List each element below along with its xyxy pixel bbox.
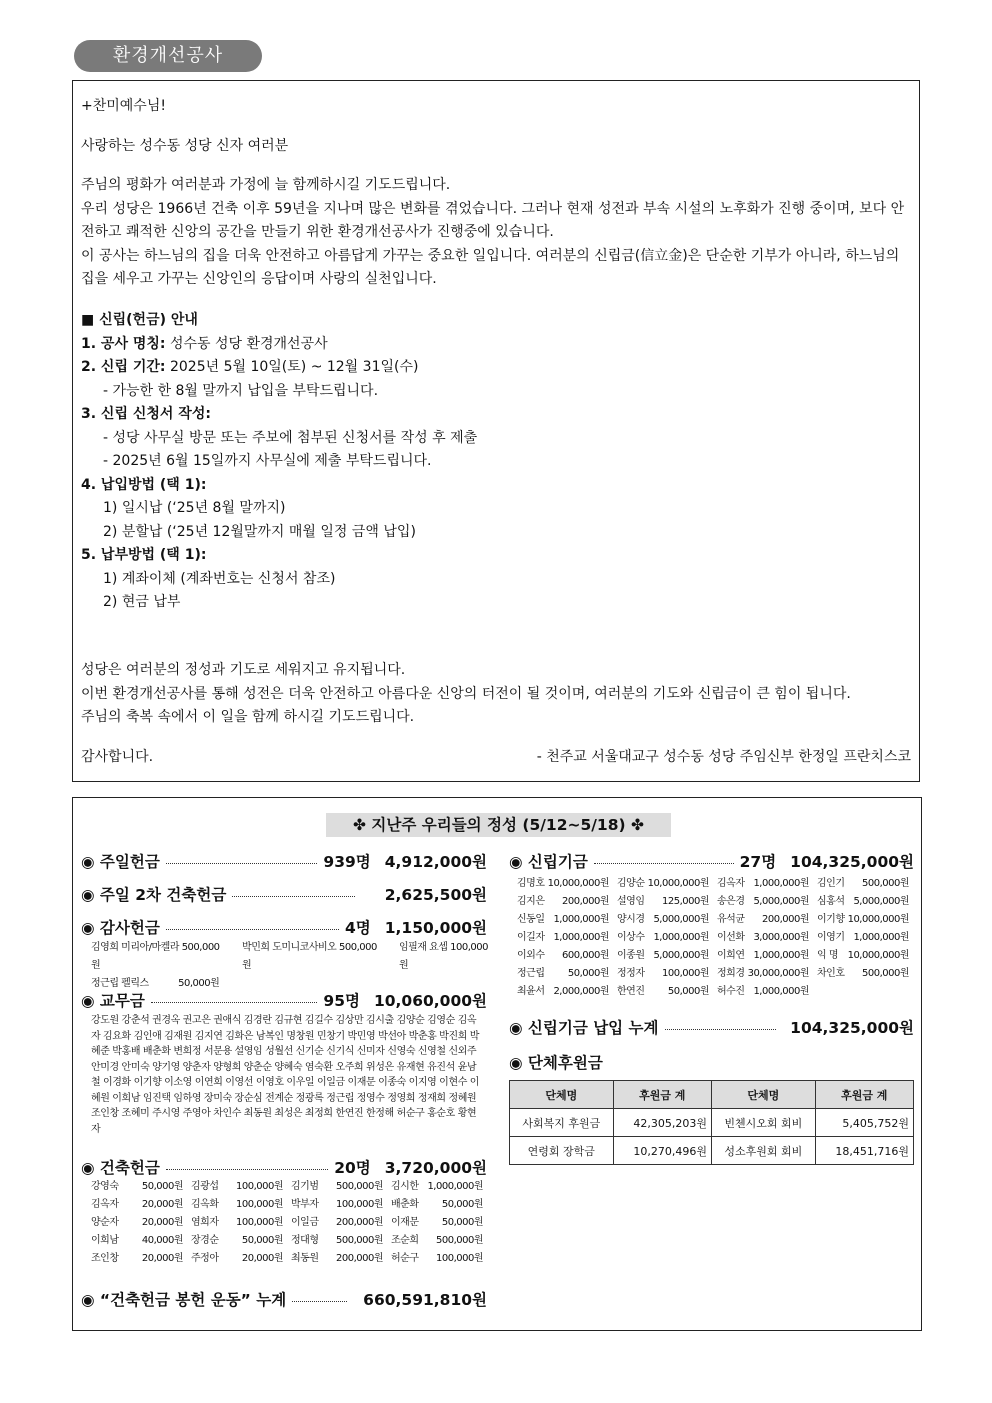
- table-header-row: [510, 1081, 914, 1109]
- donor-name: 송은경: [717, 896, 745, 907]
- donor-entry: [717, 965, 817, 983]
- donor-entry: [717, 911, 817, 929]
- signature: - 천주교 서울대교구 성수동 성당 주임신부 한정일 프란치스코: [536, 749, 911, 765]
- donor-name: 김광섭: [191, 1181, 219, 1192]
- donor-amount: 20,000원: [141, 1199, 183, 1210]
- donor-entry: [717, 893, 817, 911]
- item5-option: 2) 현금 납부: [103, 594, 181, 610]
- donor-amount: 5,000,000원: [753, 896, 809, 907]
- item1-label: 1. 공사 명칭:: [81, 335, 166, 352]
- donor-name: 김양순: [617, 878, 645, 889]
- building-amount: 3,720,000원: [384, 1159, 487, 1177]
- donor-name: 차인호: [817, 968, 845, 979]
- donor-entry: [291, 1214, 391, 1232]
- donor-name: 유석균: [717, 914, 745, 925]
- donor-entry: [191, 1232, 291, 1250]
- donor-name: 정근립: [517, 968, 545, 979]
- intro-line: 이 공사는 하느님의 집을 더욱 안전하고 아름답게 가꾸는 중요한 일입니다. 여러분의 신립금(信立金)은 단순한 기부가 아니라, 하느님의 집을 세우고 가꾸는 신앙인의 응답이며 사랑의 실천입니다.: [81, 247, 900, 287]
- letter-intro: [81, 174, 911, 292]
- donor-amount: 125,000원: [661, 896, 709, 907]
- thanks-amount: 1,150,000원: [384, 919, 487, 937]
- dues-amount: 10,060,000원: [373, 992, 487, 1010]
- donor-name: 익 명: [817, 950, 838, 961]
- donor-name: 양시경: [617, 914, 645, 925]
- salutation: 사랑하는 성수동 성당 신자 여러분: [81, 138, 289, 154]
- donor-amount: 1,000,000원: [427, 1181, 483, 1192]
- donor-name: 주정아: [191, 1253, 219, 1264]
- donor-entry: [191, 1250, 291, 1268]
- donor-amount: 1,000,000원: [753, 878, 809, 889]
- donor-name: 이외수: [517, 950, 545, 961]
- donor-entry: [817, 893, 917, 911]
- donor-entry: 박민희 도미니코사비오 500,000원: [242, 942, 377, 971]
- sunday2-amount: 2,625,500원: [384, 886, 487, 904]
- building-count: 20명: [334, 1159, 371, 1177]
- pledge-label: ◉ 신립기금: [509, 853, 588, 871]
- leader-dots: [665, 1029, 777, 1030]
- thanks-text: 감사합니다.: [81, 749, 154, 765]
- dues-row: [81, 989, 487, 1011]
- leader-dots: [166, 929, 339, 930]
- leader-dots: [166, 863, 318, 864]
- section-title-tab: 환경개선공사: [74, 40, 262, 72]
- letter-box: [72, 80, 920, 782]
- leader-dots: [166, 1169, 328, 1170]
- pledge-total-label: ◉ 신립기금 납입 누계: [509, 1019, 659, 1037]
- donor-entry: [517, 983, 617, 1001]
- donor-entry: [717, 983, 817, 1001]
- donor-name: 이종원: [617, 950, 645, 961]
- table-cell: 사회복지 후원금: [510, 1109, 614, 1137]
- donor-name: 정정자: [617, 968, 645, 979]
- donor-entry: [717, 875, 817, 893]
- signature-row: [81, 746, 911, 770]
- donor-entry: [191, 1196, 291, 1214]
- donor-entry: [391, 1232, 491, 1250]
- donor-amount: 100,000원: [435, 1253, 483, 1264]
- donor-entry: [391, 1178, 491, 1196]
- item2-note: - 가능한 한 8월 말까지 납입을 부탁드립니다.: [103, 382, 379, 399]
- table-cell: 18,451,716원: [815, 1137, 913, 1165]
- donor-amount: 5,000,000원: [653, 950, 709, 961]
- donor-entry: [817, 929, 917, 947]
- donor-amount: 500,000원: [435, 1235, 483, 1246]
- dues-names: 강도원 강춘석 권경옥 권고은 권애식 김경란 김규현 김길수 김상만 김시출 김양순 김영순 김옥자 김요화 김인애 김재원 김지연 김화은 남복인 명창원 민창기 박민영 박선아 박춘홍 박진희 박혜준 박홍배 배춘화 변희정 서문용 설영임 성월선 신기순 신기식 신미자 신영숙 신영철 신외주 안미경 안미숙 양기영 양춘자 양형희 양춘순 양혜숙 염숙환 오주희 위성은 유재현 유진석 윤남철 이경화 이기향 이소영 이연희 이영선 이영호 이우일 이일금 이재문 이종숙 이지영 이현수 이혜원 이희남 임진택 임하영 장미숙 장순심 전계순 정광록 정근립 정영수 정영희 정재희 정혜원 조인창 조혜미 주시영 주영아 차인수 최동원 최성은 최정희 한연진 한정해 허순구 홍순호 황현자: [91, 1015, 480, 1135]
- donor-amount: 200,000원: [335, 1253, 383, 1264]
- donor-amount: 200,000원: [761, 914, 809, 925]
- donor-entry: [617, 875, 717, 893]
- leader-dots: [151, 1002, 318, 1003]
- closing-line: 이번 환경개선공사를 통해 성전은 더욱 안전하고 아름다운 신앙의 터전이 될 것이며, 여러분의 기도와 신립금이 큰 힘이 됩니다.: [81, 685, 851, 702]
- donor-name: 강영숙: [91, 1181, 119, 1192]
- donor-name: 최동원: [291, 1253, 319, 1264]
- item2-label: 2. 신립 기간:: [81, 359, 166, 375]
- intro-line: 우리 성당은 1966년 건축 이후 59년을 지나며 많은 변화를 겪었습니다. 그러나 현재 성전과 부속 시설의 노후화가 진행 중이며, 보다 안전하고 쾌적한 신앙의 공간을 만들기 위한 환경개선공사가 진행중에 있습니다.: [81, 200, 905, 240]
- donor-name: 김기범: [291, 1181, 319, 1192]
- item5-label: 5. 납부방법 (택 1):: [81, 547, 207, 563]
- donor-amount: 200,000원: [561, 896, 609, 907]
- donor-amount: 100,000원: [661, 968, 709, 979]
- donor-amount: 20,000원: [241, 1253, 283, 1264]
- donor-amount: 20,000원: [141, 1253, 183, 1264]
- donor-amount: 50,000원: [441, 1199, 483, 1210]
- donor-name: 허수진: [717, 986, 745, 997]
- groups-label: ◉ 단체후원금: [509, 1054, 603, 1072]
- donor-name: 이재문: [391, 1217, 419, 1228]
- donor-name: 한연진: [617, 986, 645, 997]
- column-header: 후원금 계: [815, 1081, 913, 1109]
- donor-name: 이길자: [517, 932, 545, 943]
- table-cell: 42,305,203원: [613, 1109, 711, 1137]
- building-total-row: [81, 1288, 487, 1310]
- donor-amount: 500,000원: [861, 878, 909, 889]
- pledge-total-row: [509, 1016, 914, 1038]
- donor-entry: [291, 1196, 391, 1214]
- donor-name: 이일금: [291, 1217, 319, 1228]
- donor-entry: [91, 1250, 191, 1268]
- donor-entry: 김영희 미리아/마켈라 500,000원: [91, 942, 220, 971]
- donor-entry: [617, 893, 717, 911]
- donor-amount: 1,000,000원: [553, 914, 609, 925]
- donor-name: 심홍석: [817, 896, 845, 907]
- column-header: 후원금 계: [613, 1081, 711, 1109]
- table-cell: 성소후원회 회비: [711, 1137, 815, 1165]
- donor-amount: 3,000,000원: [753, 932, 809, 943]
- donor-amount: 1,000,000원: [853, 932, 909, 943]
- donor-amount: 100,000원: [235, 1181, 283, 1192]
- donor-amount: 5,000,000원: [853, 896, 909, 907]
- donor-amount: 500,000원: [335, 1181, 383, 1192]
- donor-entry: [517, 929, 617, 947]
- table-cell: 연령회 장학금: [510, 1137, 614, 1165]
- sunday-label: ◉ 주일헌금: [81, 853, 160, 871]
- intro-line: 주님의 평화가 여러분과 가정에 늘 함께하시길 기도드립니다.: [81, 177, 451, 193]
- donor-entry: [91, 1178, 191, 1196]
- item4-option: 2) 분할납 (‘25년 12월말까지 매월 일정 금액 납입): [103, 523, 416, 540]
- donor-entry: [291, 1232, 391, 1250]
- closing-line: 성당은 여러분의 정성과 기도로 세워지고 유지됩니다.: [81, 662, 406, 678]
- thanks-label: ◉ 감사헌금: [81, 919, 160, 937]
- donor-name: 김시한: [391, 1181, 419, 1192]
- donor-name: 이희연: [717, 950, 745, 961]
- donor-name: 김옥화: [191, 1199, 219, 1210]
- pledge-row: [509, 850, 914, 872]
- item1-value: 성수동 성당 환경개선공사: [169, 335, 328, 352]
- donor-entry: [91, 1232, 191, 1250]
- donor-name: 이상수: [617, 932, 645, 943]
- table-cell: 5,405,752원: [815, 1109, 913, 1137]
- donor-name: 김지은: [517, 896, 545, 907]
- pledge-count: 27명: [739, 853, 777, 871]
- donor-entry: [517, 893, 617, 911]
- donor-entry: [191, 1214, 291, 1232]
- leader-dots: [594, 863, 734, 864]
- donor-amount: 10,000,000원: [547, 878, 609, 889]
- donor-name: 허순구: [391, 1253, 419, 1264]
- donor-entry: [617, 983, 717, 1001]
- donor-amount: 100,000원: [235, 1217, 283, 1228]
- leader-dots: [292, 1301, 347, 1302]
- donor-entry: [191, 1178, 291, 1196]
- donor-amount: 600,000원: [561, 950, 609, 961]
- table-cell: 빈첸시오회 회비: [711, 1109, 815, 1137]
- item3-label: 3. 신립 신청서 작성:: [81, 406, 211, 422]
- donor-amount: 1,000,000원: [553, 932, 609, 943]
- donor-amount: 1,000,000원: [753, 986, 809, 997]
- donor-entry: [817, 911, 917, 929]
- donor-amount: 30,000,000원: [747, 968, 809, 979]
- donor-amount: 5,000,000원: [653, 914, 709, 925]
- donor-name: 정희경: [717, 968, 745, 979]
- donor-amount: 10,000,000원: [647, 878, 709, 889]
- donor-entry: [91, 1196, 191, 1214]
- building-total-amount: 660,591,810원: [363, 1291, 487, 1309]
- donor-entry: [617, 947, 717, 965]
- donor-amount: 500,000원: [861, 968, 909, 979]
- guide-title: ■ 신립(헌금) 안내: [81, 312, 198, 328]
- item2-value: 2025년 5월 10일(토) ~ 12월 31일(수): [169, 359, 419, 375]
- donor-name: 이기향: [817, 914, 845, 925]
- thanks-donors: [91, 939, 491, 993]
- donor-entry: [517, 911, 617, 929]
- donor-amount: 100,000원: [335, 1199, 383, 1210]
- donor-entry: [617, 911, 717, 929]
- donor-amount: 50,000원: [141, 1181, 183, 1192]
- sunday-offering-row: [81, 850, 487, 872]
- donor-amount: 50,000원: [241, 1235, 283, 1246]
- dues-label: ◉ 교무금: [81, 992, 145, 1010]
- item5-option: 1) 계좌이체 (계좌번호는 신청서 참조): [103, 570, 336, 587]
- donor-entry: [817, 965, 917, 983]
- donor-entry: [391, 1214, 491, 1232]
- column-header: 단체명: [510, 1081, 614, 1109]
- building-total-label: ◉ “건축헌금 봉헌 운동” 누계: [81, 1291, 287, 1309]
- offerings-box: [72, 797, 922, 1331]
- donor-entry: [817, 947, 917, 965]
- donor-amount: 500,000원: [335, 1235, 383, 1246]
- donor-name: 장경순: [191, 1235, 219, 1246]
- donor-entry: [517, 965, 617, 983]
- donor-name: 박부자: [291, 1199, 319, 1210]
- sunday-count: 939명: [323, 853, 371, 871]
- donor-amount: 20,000원: [141, 1217, 183, 1228]
- donor-entry: [517, 947, 617, 965]
- pledge-donors: [517, 875, 917, 1001]
- donor-name: 신동일: [517, 914, 545, 925]
- thanks-offering-row: [81, 916, 487, 938]
- item4-option: 1) 일시납 (‘25년 8월 말까지): [103, 500, 286, 516]
- donor-amount: 100,000원: [235, 1199, 283, 1210]
- donor-entry: [91, 1214, 191, 1232]
- donor-amount: 10,000,000원: [847, 914, 909, 925]
- donor-entry: [291, 1250, 391, 1268]
- building-label: ◉ 건축헌금: [81, 1159, 160, 1177]
- building-row: [81, 1156, 487, 1178]
- donor-name: 설영임: [617, 896, 645, 907]
- column-header: 단체명: [711, 1081, 815, 1109]
- donor-amount: 50,000원: [567, 968, 609, 979]
- table-row: [510, 1109, 914, 1137]
- donor-entry: [717, 929, 817, 947]
- donor-amount: 40,000원: [141, 1235, 183, 1246]
- donor-amount: 2,000,000원: [553, 986, 609, 997]
- donor-amount: 10,000,000원: [847, 950, 909, 961]
- table-row: [510, 1137, 914, 1165]
- item3-note: - 성당 사무실 방문 또는 주보에 첨부된 신청서를 작성 후 제출: [103, 429, 478, 446]
- greeting: +찬미예수님!: [81, 98, 166, 114]
- pledge-amount: 104,325,000원: [790, 853, 914, 871]
- donor-name: 이희남: [91, 1235, 119, 1246]
- donor-entry: [517, 875, 617, 893]
- donor-amount: 50,000원: [441, 1217, 483, 1228]
- building-donors: [91, 1178, 491, 1268]
- donor-entry: [391, 1196, 491, 1214]
- donor-name: 김인기: [817, 878, 845, 889]
- donor-amount: 1,000,000원: [753, 950, 809, 961]
- sunday2-label: ◉ 주일 2차 건축헌금: [81, 886, 227, 904]
- thanks-count: 4명: [344, 919, 371, 937]
- donor-entry: [817, 875, 917, 893]
- donor-name: 염희자: [191, 1217, 219, 1228]
- donor-name: 김명호: [517, 878, 545, 889]
- donor-name: 김옥자: [91, 1199, 119, 1210]
- donor-entry: [617, 965, 717, 983]
- donor-name: 양순자: [91, 1217, 119, 1228]
- donor-entry: 임필재 요셉 100,000원: [398, 942, 489, 971]
- donor-entry: 정근립 펠릭스 50,000원: [91, 978, 220, 989]
- donor-amount: 50,000원: [667, 986, 709, 997]
- item4-label: 4. 납입방법 (택 1):: [81, 476, 207, 493]
- donor-entry: [717, 947, 817, 965]
- donor-name: 이선화: [717, 932, 745, 943]
- dues-count: 95명: [323, 992, 360, 1010]
- letter-closing: [81, 659, 911, 730]
- donor-amount: 1,000,000원: [653, 932, 709, 943]
- donor-name: 이영기: [817, 932, 845, 943]
- table-cell: 10,270,496원: [613, 1137, 711, 1165]
- sunday-amount: 4,912,000원: [384, 853, 487, 871]
- donor-name: 김옥자: [717, 878, 745, 889]
- leader-dots: [232, 896, 354, 897]
- donor-name: 조순희: [391, 1235, 419, 1246]
- donor-name: 조인창: [91, 1253, 119, 1264]
- donor-entry: [291, 1178, 391, 1196]
- guide-section: [81, 309, 911, 615]
- offerings-title: ✤ 지난주 우리들의 정성 (5/12~5/18) ✤: [326, 813, 671, 837]
- item3-note: - 2025년 6월 15일까지 사무실에 제출 부탁드립니다.: [103, 453, 432, 469]
- donor-name: 최윤서: [517, 986, 545, 997]
- donor-name: 정대형: [291, 1235, 319, 1246]
- sunday2-offering-row: [81, 883, 487, 905]
- closing-line: 주님의 축복 속에서 이 일을 함께 하시길 기도드립니다.: [81, 709, 415, 725]
- donor-amount: 200,000원: [335, 1217, 383, 1228]
- donor-entry: [617, 929, 717, 947]
- donor-name: 배춘화: [391, 1199, 419, 1210]
- groups-table: [509, 1080, 914, 1165]
- donor-entry: [391, 1250, 491, 1268]
- pledge-total-amount: 104,325,000원: [790, 1019, 914, 1037]
